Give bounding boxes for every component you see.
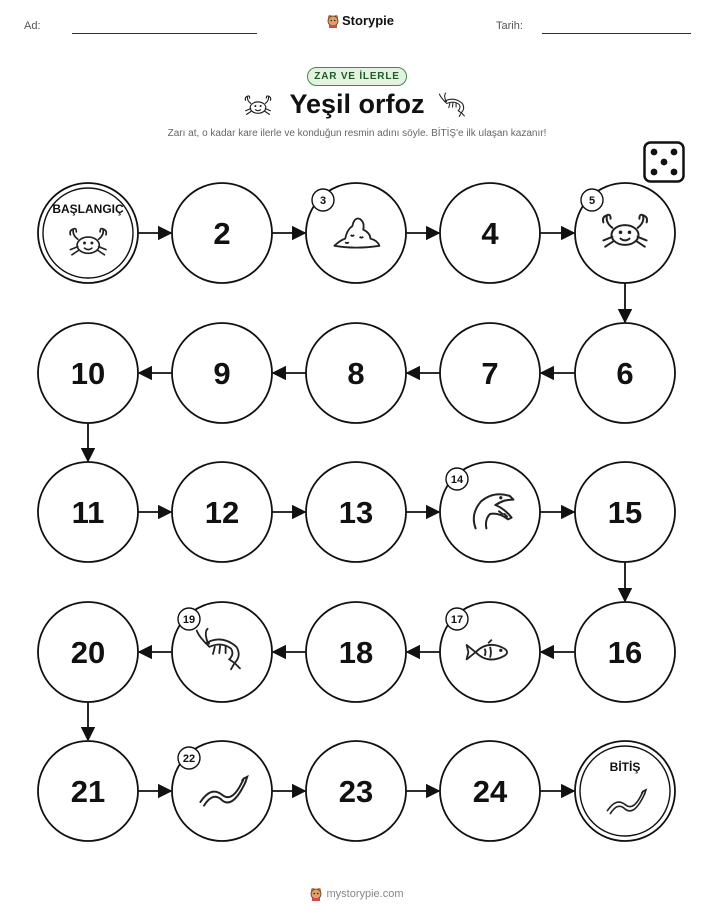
cell-number: 24 — [472, 774, 508, 809]
footer — [0, 887, 714, 901]
board-cell-21[interactable] — [38, 741, 138, 841]
board-cell-7[interactable] — [440, 323, 540, 423]
cell-number: 13 — [338, 495, 374, 530]
start-label: BAŞLANGIÇ — [52, 202, 124, 216]
cell-number-badge-text: 14 — [450, 474, 464, 486]
cell-number-badge-text: 3 — [319, 195, 327, 207]
board-cell-14[interactable] — [440, 462, 540, 562]
cell-number: 23 — [338, 774, 374, 809]
page-title: Yeşil orfoz — [289, 89, 425, 119]
board-cell-4[interactable] — [440, 183, 540, 283]
board-cell-10[interactable] — [38, 323, 138, 423]
game-tag: ZAR VE İLERLE — [307, 67, 407, 86]
board-cell-18[interactable] — [306, 602, 406, 702]
name-label: Ad: — [24, 20, 41, 32]
cell-number: 12 — [204, 495, 240, 530]
board-cell-23[interactable] — [306, 741, 406, 841]
start-cell[interactable] — [38, 183, 138, 283]
board-cell-6[interactable] — [575, 323, 675, 423]
board-cell-20[interactable] — [38, 602, 138, 702]
cell-number: 21 — [70, 774, 106, 809]
board-cell-16[interactable] — [575, 602, 675, 702]
cell-circle — [38, 183, 138, 283]
cell-number: 15 — [607, 495, 643, 530]
cell-number: 9 — [213, 356, 231, 391]
cell-number: 16 — [607, 635, 643, 670]
board-cell-3[interactable] — [306, 183, 406, 283]
finish-cell[interactable] — [575, 741, 675, 841]
cell-circle — [575, 741, 675, 841]
cell-number: 8 — [347, 356, 365, 391]
board-cell-15[interactable] — [575, 462, 675, 562]
date-label: Tarih: — [496, 20, 523, 32]
cell-number: 11 — [71, 495, 105, 530]
board-cell-12[interactable] — [172, 462, 272, 562]
brand-name: Storypie — [342, 13, 395, 28]
cell-number-badge-text: 22 — [182, 753, 196, 765]
storypie-bear-icon — [310, 887, 322, 901]
board-cell-22[interactable] — [172, 741, 272, 841]
cell-number: 18 — [338, 635, 374, 670]
cell-number: 2 — [213, 216, 231, 251]
cell-number-badge-text: 5 — [588, 195, 596, 207]
cell-number: 4 — [481, 216, 499, 251]
board-cell-9[interactable] — [172, 323, 272, 423]
cell-number-badge-text: 19 — [182, 614, 196, 626]
cell-number: 10 — [70, 356, 106, 391]
cell-number: 20 — [70, 635, 106, 670]
board-cell-2[interactable] — [172, 183, 272, 283]
board-cell-11[interactable] — [38, 462, 138, 562]
board-cell-17[interactable] — [440, 602, 540, 702]
board-cell-19[interactable] — [172, 602, 272, 702]
instructions: Zarı at, o kadar kare ilerle ve konduğun resmin adını söyle. BİTİŞ'e ilk ulaşan kazanır! — [167, 128, 547, 139]
board-cell-5[interactable] — [575, 183, 675, 283]
footer-site[interactable]: mystorypie.com — [326, 888, 404, 900]
cell-number: 6 — [616, 356, 634, 391]
finish-label: BİTİŞ — [609, 760, 641, 774]
cell-number: 7 — [481, 356, 499, 391]
cell-number-badge-text: 17 — [450, 614, 464, 626]
board-cell-24[interactable] — [440, 741, 540, 841]
board-cell-13[interactable] — [306, 462, 406, 562]
board-cell-8[interactable] — [306, 323, 406, 423]
